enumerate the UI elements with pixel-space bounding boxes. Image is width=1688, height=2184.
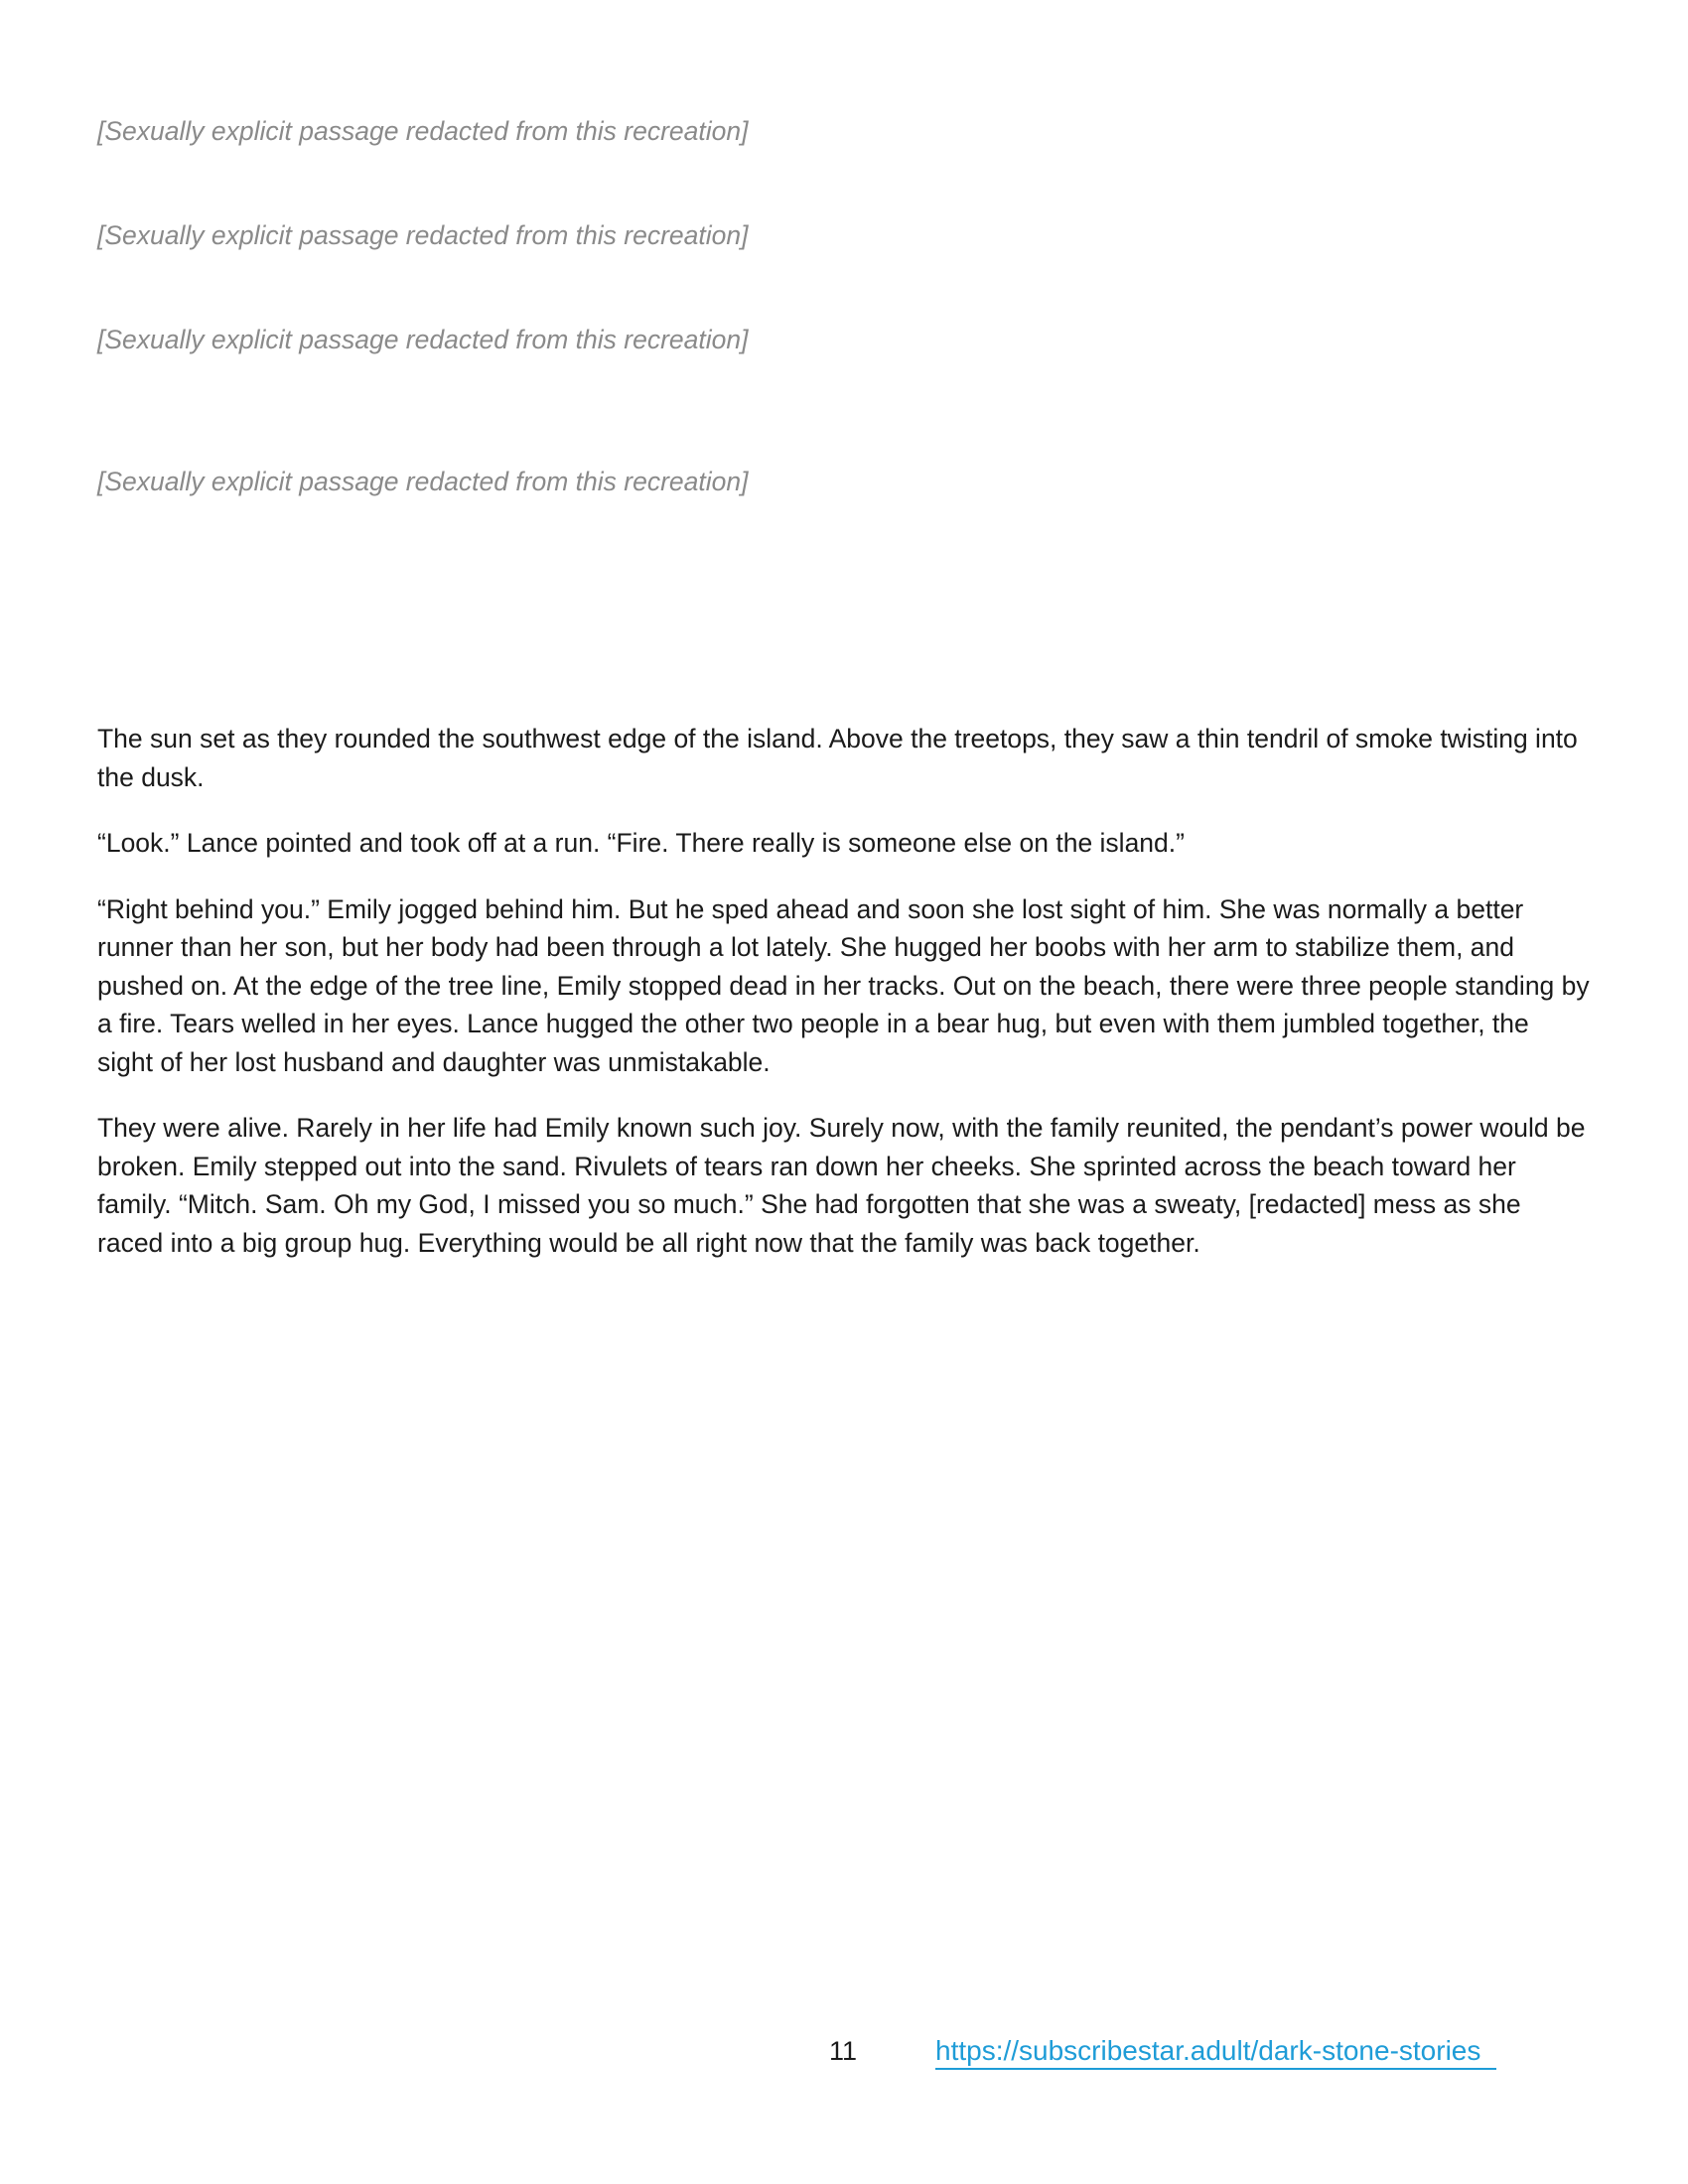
subscribestar-link[interactable]: https://subscribestar.adult/dark-stone-stories bbox=[935, 2034, 1496, 2070]
paragraph-5: The sun set as they rounded the southwest edge of the island. Above the treetops, they saw a thin tendril of smoke twisting into the dusk. bbox=[97, 724, 1586, 792]
page-footer bbox=[0, 2034, 1688, 2074]
paragraph-8: They were alive. Rarely in her life had Emily known such joy. Surely now, with the family reunited, the pendant’s power would be broken. Emily stepped out into the sand. Rivulets of tears ran down her cheeks. She sprinted across the beach toward her family. “Mitch. Sam. Oh my God, I missed you so much.” She had forgotten that she was a sweaty, [redacted] mess as she raced into a big group hug. Everything would be all right now that the family was back together. bbox=[97, 1113, 1593, 1258]
document-body-text bbox=[97, 112, 1598, 1290]
paragraph-3-redacted: [Sexually explicit passage redacted from this recreation] bbox=[97, 325, 749, 354]
paragraph-4-redacted: [Sexually explicit passage redacted from this recreation] bbox=[97, 467, 749, 496]
paragraph-1-redacted: [Sexually explicit passage redacted from this recreation] bbox=[97, 116, 749, 146]
page-number: 11 bbox=[829, 2036, 858, 2066]
paragraph-7: “Right behind you.” Emily jogged behind him. But he sped ahead and soon she lost sight of him. She was normally a better runner than her son, but her body had been through a lot lately. She hugged her boobs with her arm to stabilize them, and pushed on. At the edge of the tree line, Emily stopped dead in her tracks. Out on the beach, there were three people standing by a fire. Tears welled in her eyes. Lance hugged the other two people in a bear hug, but even with them jumbled together, the sight of her lost husband and daughter was unmistakable. bbox=[97, 893, 1598, 1077]
paragraph-2-redacted: [Sexually explicit passage redacted from this recreation] bbox=[97, 220, 749, 250]
paragraph-6: “Look.” Lance pointed and took off at a run. “Fire. There really is someone else on the island.” bbox=[97, 828, 1185, 858]
